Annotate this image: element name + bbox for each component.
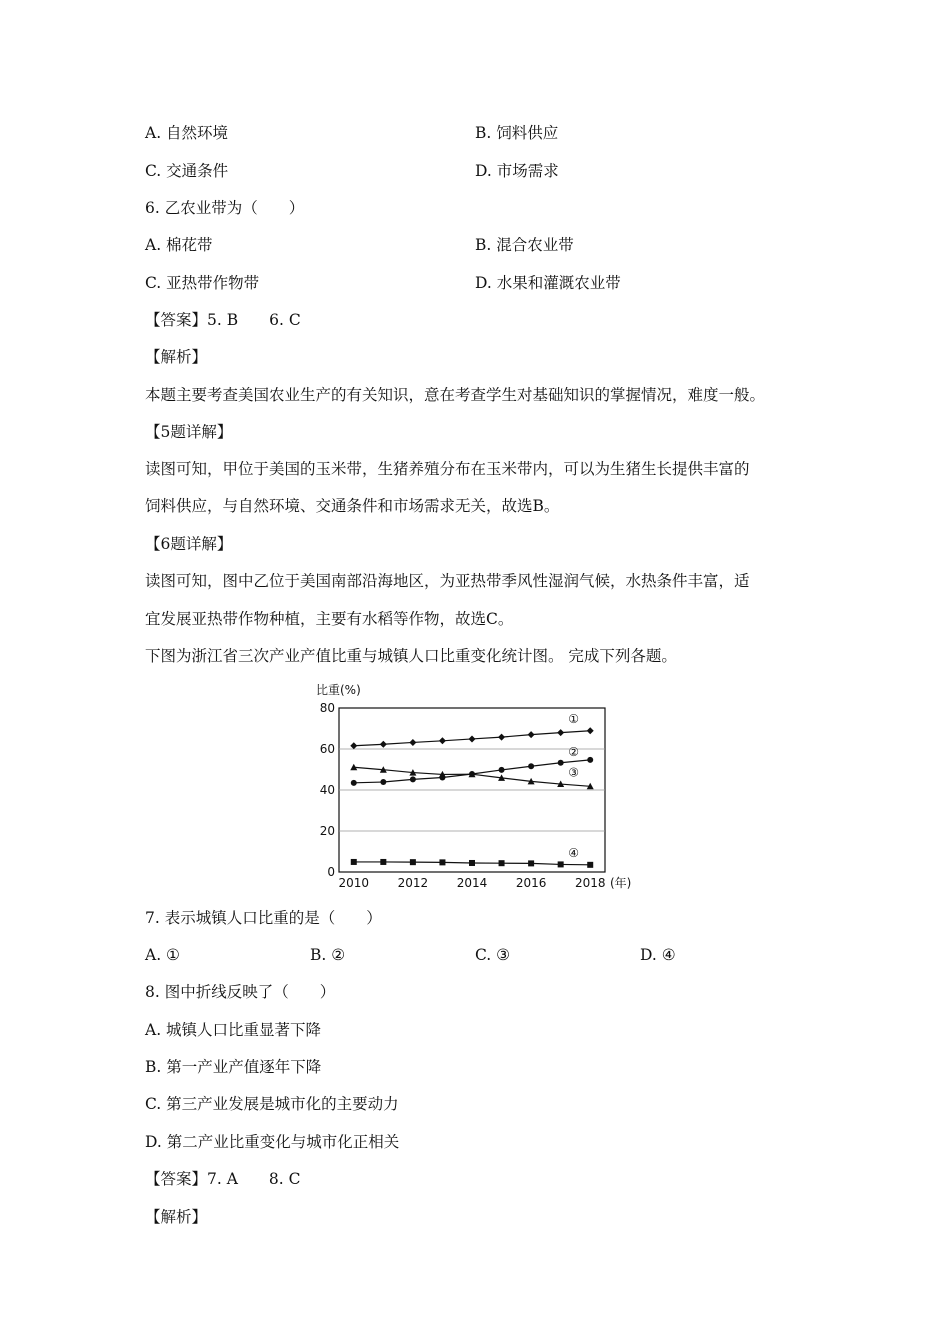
data-point <box>528 731 535 738</box>
q6-stem: 6. 乙农业带为（ ） <box>145 199 305 217</box>
q8-option-b: B. 第一产业产值逐年下降 <box>145 1058 322 1076</box>
detail-5-heading: 【5题详解】 <box>145 423 233 441</box>
data-point <box>498 734 505 741</box>
detail-5-line-2: 饲料供应，与自然环境、交通条件和市场需求无关，故选B。 <box>145 497 560 515</box>
data-point <box>380 741 387 748</box>
q7-stem: 7. 表示城镇人口比重的是（ ） <box>145 909 382 927</box>
q5-option-a: A. 自然环境 <box>145 124 229 142</box>
detail-5-line-1: 读图可知，甲位于美国的玉米带，生猪养殖分布在玉米带内，可以为生猪生长提供丰富的 <box>145 460 750 478</box>
answer-5-6: 【答案】5. B 6. C <box>145 311 301 329</box>
analysis-heading-2: 【解析】 <box>145 1208 208 1226</box>
detail-6-line-2: 宜发展亚热带作物种植，主要有水稻等作物，故选C。 <box>145 610 514 628</box>
q7-option-d: D. ④ <box>640 946 676 964</box>
data-point <box>351 859 357 865</box>
q6-option-d: D. 水果和灌溉农业带 <box>475 274 621 292</box>
q6-option-a: A. 棉花带 <box>145 236 213 254</box>
q8-option-a: A. 城镇人口比重显著下降 <box>145 1021 322 1039</box>
data-point <box>410 859 416 865</box>
series-label: ④ <box>568 845 579 860</box>
detail-6-line-1: 读图可知，图中乙位于美国南部沿海地区，为亚热带季风性湿润气候，水热条件丰富，适 <box>145 572 750 590</box>
data-point <box>469 860 475 866</box>
data-point <box>587 757 593 763</box>
q7-option-a: A. ① <box>145 946 180 964</box>
data-point <box>499 860 505 866</box>
data-point <box>380 779 386 785</box>
y-tick-label: 40 <box>319 783 335 797</box>
q5-option-d: D. 市场需求 <box>475 162 559 180</box>
data-point <box>469 735 476 742</box>
analysis-intro: 本题主要考查美国农业生产的有关知识，意在考查学生对基础知识的掌握情况，难度一般。 <box>145 386 766 404</box>
data-point <box>587 727 594 734</box>
data-point <box>350 742 357 749</box>
series-label: ① <box>568 711 579 726</box>
answer-7-8: 【答案】7. A 8. C <box>145 1170 301 1188</box>
q5-option-b: B. 饲料供应 <box>475 124 559 142</box>
line-chart <box>312 680 642 890</box>
data-point <box>439 859 445 865</box>
series-label: ② <box>568 744 579 759</box>
data-point <box>409 739 416 746</box>
data-point <box>587 862 593 868</box>
q6-option-c: C. 亚热带作物带 <box>145 274 260 292</box>
chart-ylabel: 比重(%) <box>316 683 361 697</box>
y-tick-label: 80 <box>319 701 335 715</box>
q5-option-c: C. 交通条件 <box>145 162 229 180</box>
data-point <box>558 760 564 766</box>
data-point <box>528 860 534 866</box>
y-tick-label: 0 <box>327 865 335 879</box>
x-tick-label: 2010 <box>338 876 370 890</box>
data-point <box>558 861 564 867</box>
data-point <box>499 767 505 773</box>
data-point <box>439 737 446 744</box>
q6-option-b: B. 混合农业带 <box>475 236 574 254</box>
x-tick-label: 2014 <box>456 876 488 890</box>
data-point <box>380 859 386 865</box>
intro-7-8: 下图为浙江省三次产业产值比重与城镇人口比重变化统计图。 完成下列各题。 <box>145 647 677 665</box>
x-tick-label: 2012 <box>397 876 429 890</box>
q7-option-c: C. ③ <box>475 946 511 964</box>
x-tick-label: 2016 <box>515 876 547 890</box>
data-point <box>557 729 564 736</box>
data-point <box>351 780 357 786</box>
q7-option-b: B. ② <box>310 946 346 964</box>
detail-6-heading: 【6题详解】 <box>145 535 233 553</box>
series-label: ③ <box>568 765 579 780</box>
q8-stem: 8. 图中折线反映了（ ） <box>145 983 336 1001</box>
data-point <box>528 763 534 769</box>
q8-option-d: D. 第二产业比重变化与城市化正相关 <box>145 1133 400 1151</box>
analysis-heading: 【解析】 <box>145 348 208 366</box>
y-tick-label: 60 <box>319 742 335 756</box>
q8-option-c: C. 第三产业发展是城市化的主要动力 <box>145 1095 399 1113</box>
data-point <box>410 776 416 782</box>
x-tick-label: 2018 <box>574 876 606 890</box>
chart-xlabel: (年) <box>610 876 632 890</box>
y-tick-label: 20 <box>319 824 335 838</box>
